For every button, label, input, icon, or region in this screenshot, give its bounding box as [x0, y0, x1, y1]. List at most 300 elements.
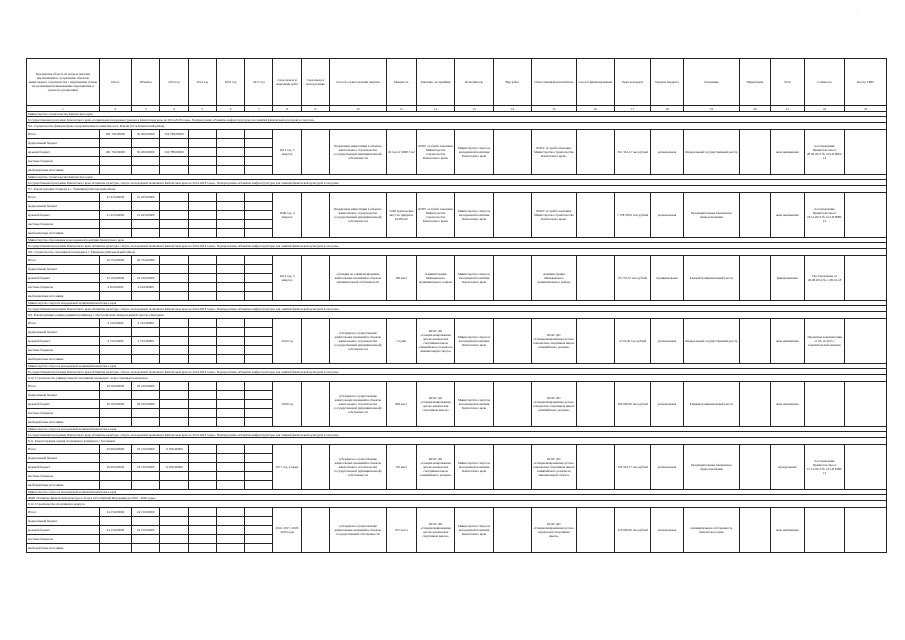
finance-2016: [216, 157, 244, 166]
basis: Предварительные бюджетные правоотношения: [683, 445, 740, 490]
period: 2009 год, 3 квартал: [273, 193, 301, 238]
finance-2014: [188, 463, 216, 472]
remark: [740, 382, 770, 427]
header-cell-8: Срок начала и окончания работ: [273, 59, 301, 106]
header-cell-11: Мощность: [386, 59, 416, 106]
finance-2014: [188, 445, 216, 454]
customer: КГАУ ДО «Специализированная детско-юношеская спортивная школа олимпийского резерва»: [416, 445, 454, 490]
finance-2013: [160, 256, 188, 265]
registry: [845, 508, 887, 553]
finance-2017: [245, 292, 273, 301]
header-cell-1: Предметная область из раздела перечня мероприятий по устранению объектов капитального строительства с нарушением сроков их реализации (наименование мероприятия и сроки его реализации): [27, 59, 100, 106]
finance-total: [99, 265, 131, 274]
finance-objects: 4 654,00000: [132, 283, 160, 292]
object-row: [27, 312, 887, 319]
finance-2016: [216, 535, 244, 544]
finance-label: федеральный бюджет: [27, 328, 100, 337]
finance-2013: [160, 193, 188, 202]
stage: цена неизменная: [770, 130, 804, 175]
finance-2017: [245, 346, 273, 355]
work-type: [493, 193, 531, 238]
finance-label: федеральный бюджет: [27, 454, 100, 463]
finance-total: [99, 517, 131, 526]
column-number-7: 7: [245, 106, 273, 112]
header-cell-15: Ответственный исполнитель: [532, 59, 576, 106]
finance-2016: [216, 130, 244, 139]
registry: [845, 130, 887, 175]
finance-total: [99, 346, 131, 355]
finance-2014: [188, 328, 216, 337]
finance-method: [576, 508, 614, 553]
finance-total: 29 100,00000: [99, 400, 131, 409]
investment-table: [26, 58, 887, 553]
column-number-3: 3: [132, 106, 160, 112]
finance-2013: [160, 409, 188, 418]
finance-total: 21 225,00000: [99, 193, 131, 202]
finance-2014: [188, 166, 216, 175]
header-cell-3: Объекты: [132, 59, 160, 106]
header-cell-10: Способ осуществления закупки: [330, 59, 387, 106]
finance-2017: [245, 157, 273, 166]
finance-method: [576, 193, 614, 238]
cost-note: [804, 508, 844, 553]
finance-2016: [216, 382, 244, 391]
header-cell-16: Способ финансирования: [576, 59, 614, 106]
executor: Министерство спорта и молодежной политики Камчатского края: [455, 508, 493, 553]
finance-label: федеральный бюджет: [27, 517, 100, 526]
executor: Министерство спорта и молодежной политики Камчатского края: [455, 193, 493, 238]
table-body: [27, 59, 887, 553]
finance-2014: [188, 355, 216, 364]
finance-objects: [132, 328, 160, 337]
finance-2013: [160, 544, 188, 553]
remark: [740, 193, 770, 238]
object-row: [27, 375, 887, 382]
responsible: КГАУ ДО «Специализированная детско-юношеская спортивная школа олимпийского резерва»: [532, 382, 576, 427]
finance-label: краевой бюджет: [27, 148, 100, 157]
remark: [740, 319, 770, 364]
finance-2017: [245, 418, 273, 427]
finance-2016: [216, 283, 244, 292]
finance-2017: [245, 472, 273, 481]
stage: определенная: [770, 445, 804, 490]
finance-objects: 18 150,00000: [132, 445, 160, 454]
executor: Министерство спорта и молодежной политики Камчатского края: [455, 445, 493, 490]
period: 2013 год, 3 квартал: [273, 130, 301, 175]
procurement-type: Бюджетные инвестиции в объекты капитального строительства государственной (муниципальной) собственности: [330, 130, 387, 175]
finance-objects: 21 225,00000: [132, 193, 160, 202]
header-cell-19: Основание: [683, 59, 740, 106]
finance-2017: [245, 463, 273, 472]
finance-2013: [160, 157, 188, 166]
finance-2016: [216, 211, 244, 220]
finance-2013: [160, 229, 188, 238]
finance-objects: 22 100,00000: [132, 274, 160, 283]
finance-objects: 4 722,00000: [132, 337, 160, 346]
finance-2013: 11 850,00000: [160, 463, 188, 472]
finance-2013: [160, 292, 188, 301]
budget-level: муниципальная: [651, 256, 683, 301]
object-name: 8.12. Строительство спортивного корпуса: [27, 501, 887, 508]
finance-label: внебюджетные источники: [27, 418, 100, 427]
finance-label: Итого: [27, 130, 100, 139]
header-cell-7: 2017 год: [245, 59, 273, 106]
finance-label: местные бюджеты: [27, 220, 100, 229]
finance-2014: [188, 337, 216, 346]
commission-date: [301, 256, 329, 301]
finance-2016: [216, 292, 244, 301]
object-row: [27, 186, 887, 193]
document-sheet: [26, 58, 887, 553]
capacity: 160 мест: [386, 256, 416, 301]
finance-2013: [160, 454, 188, 463]
ministry-name: Министерство строительства Камчатского края: [27, 112, 887, 117]
finance-2017: [245, 139, 273, 148]
stage: цена неизменная: [770, 193, 804, 238]
customer: КГАУ ДО «Специализированная детско-юношеская спортивная школа»: [416, 508, 454, 553]
ministry-name: Министерство образования и молодежной политики Камчатского края: [27, 238, 887, 243]
finance-label: местные бюджеты: [27, 472, 100, 481]
header-cell-4: 2013 год: [160, 59, 188, 106]
finance-total: 4 654,00000: [99, 283, 131, 292]
finance-label: местные бюджеты: [27, 535, 100, 544]
finance-method: [576, 382, 614, 427]
budget-level: региональная: [651, 382, 683, 427]
ministry-name: Министерство спорта и молодежной политики Камчатского края: [27, 364, 887, 369]
customer: КГБУ «Служба заказчика Министерства строительства Камчатского края»: [416, 130, 454, 175]
contract-price: 339 543,17 тыс.рублей: [614, 445, 650, 490]
finance-2017: [245, 526, 273, 535]
finance-total: [99, 292, 131, 301]
finance-2014: [188, 544, 216, 553]
column-number-19: 19: [683, 106, 740, 112]
finance-row: [27, 445, 887, 454]
finance-total: 26 754,00000: [99, 256, 131, 265]
finance-label: краевой бюджет: [27, 526, 100, 535]
header-cell-5: 2014 год: [188, 59, 216, 106]
finance-2014: [188, 418, 216, 427]
header-cell-23: Реестр ГРБС: [845, 59, 887, 106]
finance-2016: [216, 508, 244, 517]
finance-2014: [188, 274, 216, 283]
basis: муниципальная собственность Камчатского края: [683, 508, 740, 553]
period: 2016, 2017, 2018, 2019 годы: [273, 508, 301, 553]
finance-label: федеральный бюджет: [27, 265, 100, 274]
finance-total: [99, 202, 131, 211]
ministry-name: Министерство спорта и молодежной политики Камчатского края: [27, 427, 887, 432]
responsible: КГАУ ДО «Специализированная детско-юношеская спортивная школа»: [532, 508, 576, 553]
finance-2013: 11 850,00000: [160, 445, 188, 454]
finance-total: 29 100,00000: [99, 382, 131, 391]
finance-objects: [132, 544, 160, 553]
finance-label: Итого: [27, 193, 100, 202]
customer: КГАУ ДО «Специализированная детско-юношеская спортивная школа»: [416, 382, 454, 427]
finance-2016: [216, 400, 244, 409]
finance-row: [27, 382, 887, 391]
capacity: 1 пункт: [386, 319, 416, 364]
period: 2018 год: [273, 382, 301, 427]
commission-date: [301, 508, 329, 553]
cost-note: [804, 382, 844, 427]
finance-2017: [245, 220, 273, 229]
finance-objects: [132, 202, 160, 211]
customer: КГБУ «Служба заказчика Министерства строительства Камчатского края»: [416, 193, 454, 238]
finance-objects: [132, 220, 160, 229]
finance-2016: [216, 409, 244, 418]
executor: Министерство спорта и молодежной политики Камчатского края: [455, 130, 493, 175]
column-number-16: 16: [576, 106, 614, 112]
finance-2013: [160, 211, 188, 220]
commission-date: [301, 382, 329, 427]
finance-label: внебюджетные источники: [27, 481, 100, 490]
finance-total: [99, 328, 131, 337]
column-number-2: 2: [99, 106, 131, 112]
period: 2016 год: [273, 319, 301, 364]
finance-total: [99, 481, 131, 490]
work-type: [493, 256, 531, 301]
budget-level: региональная: [651, 445, 683, 490]
program-name: ФЦП «Развитие физической культуры и спорта в Российской Федерации на 2016 - 2020 годы»: [27, 495, 887, 501]
finance-2016: [216, 139, 244, 148]
period: 2014 год, 3 квартал: [273, 256, 301, 301]
registry: [845, 445, 887, 490]
finance-2017: [245, 454, 273, 463]
cost-note: Постановление от 26.09.2014 № 1-08-16-18: [804, 256, 844, 301]
finance-objects: [132, 391, 160, 400]
finance-2016: [216, 220, 244, 229]
header-cell-2: Итого: [99, 59, 131, 106]
finance-total: [99, 391, 131, 400]
finance-2014: [188, 130, 216, 139]
basis: Единый муниципальный реестр: [683, 256, 740, 301]
finance-row: [27, 193, 887, 202]
finance-total: 29 000,00000: [99, 445, 131, 454]
finance-total: [99, 409, 131, 418]
finance-label: местные бюджеты: [27, 346, 100, 355]
object-name: 8.11. Реконструкция здания спортивного комплекса с бассейном: [27, 438, 887, 445]
header-cell-17: Цена контракта: [614, 59, 650, 106]
finance-objects: [132, 139, 160, 148]
finance-objects: [132, 535, 160, 544]
finance-label: внебюджетные источники: [27, 166, 100, 175]
finance-objects: 56 200,00000: [132, 130, 160, 139]
column-number-10: 10: [330, 106, 387, 112]
procurement-type: субсидии на осуществление капитальных вложений в объекты капитального строительства государственной (муниципальной) собственности: [330, 382, 387, 427]
column-number-14: 14: [493, 106, 531, 112]
remark: [740, 445, 770, 490]
basis: Единый муниципальный реестр: [683, 382, 740, 427]
finance-2016: [216, 472, 244, 481]
finance-2014: [188, 220, 216, 229]
finance-2016: [216, 274, 244, 283]
finance-objects: [132, 418, 160, 427]
finance-2014: [188, 319, 216, 328]
finance-2016: [216, 445, 244, 454]
finance-objects: 56 200,00000: [132, 148, 160, 157]
finance-objects: [132, 355, 160, 364]
finance-2017: [245, 544, 273, 553]
finance-2013: [160, 400, 188, 409]
capacity: 105 чел/ч: [386, 508, 416, 553]
program-name: Государственная программа Камчатского края «Развитие культуры, спорта, молодежной политики в Камчатском крае на 2014-2018 годы», Подпрограмма «Развитие инфраструктуры для занятий физической культурой и спортом»: [27, 432, 887, 438]
finance-objects: 18 150,00000: [132, 463, 160, 472]
finance-2014: [188, 202, 216, 211]
finance-2017: [245, 391, 273, 400]
ministry-name: Министерство спорта и молодежной политики Камчатского края: [27, 490, 887, 495]
finance-2016: [216, 418, 244, 427]
finance-2014: [188, 211, 216, 220]
ministry-name: Министерство строительства Камчатского края: [27, 175, 887, 180]
finance-objects: [132, 481, 160, 490]
header-cell-14: Вид работ: [493, 59, 531, 106]
finance-total: [99, 544, 131, 553]
finance-2014: [188, 265, 216, 274]
finance-method: [576, 319, 614, 364]
finance-2014: [188, 346, 216, 355]
executor: Министерство спорта и молодежной политики Камчатского края: [455, 382, 493, 427]
finance-2014: [188, 481, 216, 490]
registry: [845, 193, 887, 238]
finance-2016: [216, 202, 244, 211]
commission-date: [301, 445, 329, 490]
responsible: КГКУ «Служба заказчика Министерства строительства Камчатского края»: [532, 130, 576, 175]
finance-objects: [132, 292, 160, 301]
executor: Министерство спорта и молодежной политики Камчатского края: [455, 319, 493, 364]
object-name: 8.8. Строительство спортивной площадки в с. Мильково (Мильковский район): [27, 249, 887, 256]
capacity: 800 мест: [386, 382, 416, 427]
finance-total: [99, 535, 131, 544]
column-number-6: 6: [216, 106, 244, 112]
column-number-11: 11: [386, 106, 416, 112]
procurement-type: субсидии на софинансирование капитальных вложений в объекты муниципальной собственности: [330, 256, 387, 301]
finance-2013: [160, 481, 188, 490]
finance-total: [99, 229, 131, 238]
finance-2017: [245, 283, 273, 292]
program-name: Государственная программа Камчатского края «Развитие культуры, спорта, молодежной политики в Камчатском крае на 2014-2018 годы», Подпрограмма «Развитие инфраструктуры для занятий физической культурой и спортом»: [27, 180, 887, 186]
finance-total: [99, 418, 131, 427]
finance-2017: [245, 355, 273, 364]
finance-2014: [188, 382, 216, 391]
finance-2014: [188, 517, 216, 526]
finance-2013: [160, 274, 188, 283]
finance-2013: 234 788,00000: [160, 130, 188, 139]
finance-2016: [216, 517, 244, 526]
basis: Федеральный государственный реестр: [683, 319, 740, 364]
finance-2014: [188, 157, 216, 166]
executor: Министерство спорта и молодежной политики Камчатского края: [455, 256, 493, 301]
header-cell-9: Срок ввода в эксплуатацию: [301, 59, 329, 106]
budget-level: региональная: [651, 319, 683, 364]
registry: [845, 319, 887, 364]
object-name: 8.10. Строительство универсальной спортивной площадки с искусственным покрытием: [27, 375, 887, 382]
finance-2016: [216, 166, 244, 175]
cost-note: постановление Правительства от 28.09.2013 № 413-П 8062-12: [804, 130, 844, 175]
column-number-12: 12: [416, 106, 454, 112]
remark: [740, 130, 770, 175]
column-number-15: 15: [532, 106, 576, 112]
finance-2017: [245, 517, 273, 526]
finance-method: [576, 130, 614, 175]
finance-2017: [245, 382, 273, 391]
finance-2013: [160, 355, 188, 364]
finance-objects: 29 100,00000: [132, 400, 160, 409]
registry: [845, 256, 887, 301]
finance-2014: [188, 256, 216, 265]
responsible: КГАУ ДО «Специализированная детско-юношеская спортивная школа олимпийского резерва»: [532, 319, 576, 364]
finance-2016: [216, 319, 244, 328]
finance-label: местные бюджеты: [27, 157, 100, 166]
finance-objects: 24 150,00000: [132, 508, 160, 517]
finance-total: [99, 157, 131, 166]
column-number-13: 13: [455, 106, 493, 112]
cost-note: постановление Правительства от 15.12.2015 № 413-П 8180-12: [804, 445, 844, 490]
finance-label: краевой бюджет: [27, 274, 100, 283]
budget-level: региональная: [651, 193, 683, 238]
finance-label: внебюджетные источники: [27, 229, 100, 238]
contract-price: 361 341,21 тыс.рублей: [614, 130, 650, 175]
finance-label: Итого: [27, 445, 100, 454]
object-row: [27, 249, 887, 256]
finance-total: 4 722,00000: [99, 337, 131, 346]
column-number-22: 22: [804, 106, 844, 112]
finance-label: местные бюджеты: [27, 283, 100, 292]
finance-2013: [160, 166, 188, 175]
basis: Предварительные бюджетные правоотношения: [683, 193, 740, 238]
finance-label: краевой бюджет: [27, 211, 100, 220]
header-cell-12: Заказчик, застройщик: [416, 59, 454, 106]
finance-label: Итого: [27, 382, 100, 391]
finance-total: [99, 220, 131, 229]
object-name: 8.7. Реконструкция стадиона в с. Тиличики (Олюторский район): [27, 186, 887, 193]
finance-label: внебюджетные источники: [27, 355, 100, 364]
contract-price: 1 768 358,0 тыс.рублей: [614, 193, 650, 238]
finance-label: краевой бюджет: [27, 337, 100, 346]
finance-2013: [160, 220, 188, 229]
finance-2013: [160, 418, 188, 427]
finance-2016: [216, 256, 244, 265]
remark: [740, 508, 770, 553]
finance-2013: [160, 391, 188, 400]
finance-2017: [245, 445, 273, 454]
finance-2013: [160, 472, 188, 481]
finance-label: федеральный бюджет: [27, 139, 100, 148]
finance-2016: [216, 346, 244, 355]
column-number-4: 4: [160, 106, 188, 112]
cost-note: Проектная документация от 05.12.2015 с пояснительной записью: [804, 319, 844, 364]
finance-2017: [245, 148, 273, 157]
finance-objects: [132, 472, 160, 481]
customer: Администрация Мильковского муниципального района: [416, 256, 454, 301]
budget-level: региональная: [651, 130, 683, 175]
finance-2014: [188, 472, 216, 481]
object-row: [27, 501, 887, 508]
finance-2017: [245, 409, 273, 418]
finance-2017: [245, 265, 273, 274]
procurement-type: субсидии на осуществление капитальных вложений в объекты государственной собственности: [330, 508, 387, 553]
finance-total: [99, 166, 131, 175]
work-type: [493, 382, 531, 427]
finance-2013: [160, 508, 188, 517]
finance-total: [99, 139, 131, 148]
finance-2014: [188, 139, 216, 148]
finance-2017: [245, 256, 273, 265]
finance-2014: [188, 292, 216, 301]
finance-2016: [216, 391, 244, 400]
stage: цена неизменная: [770, 319, 804, 364]
registry: [845, 382, 887, 427]
remark: [740, 256, 770, 301]
finance-2013: [160, 328, 188, 337]
